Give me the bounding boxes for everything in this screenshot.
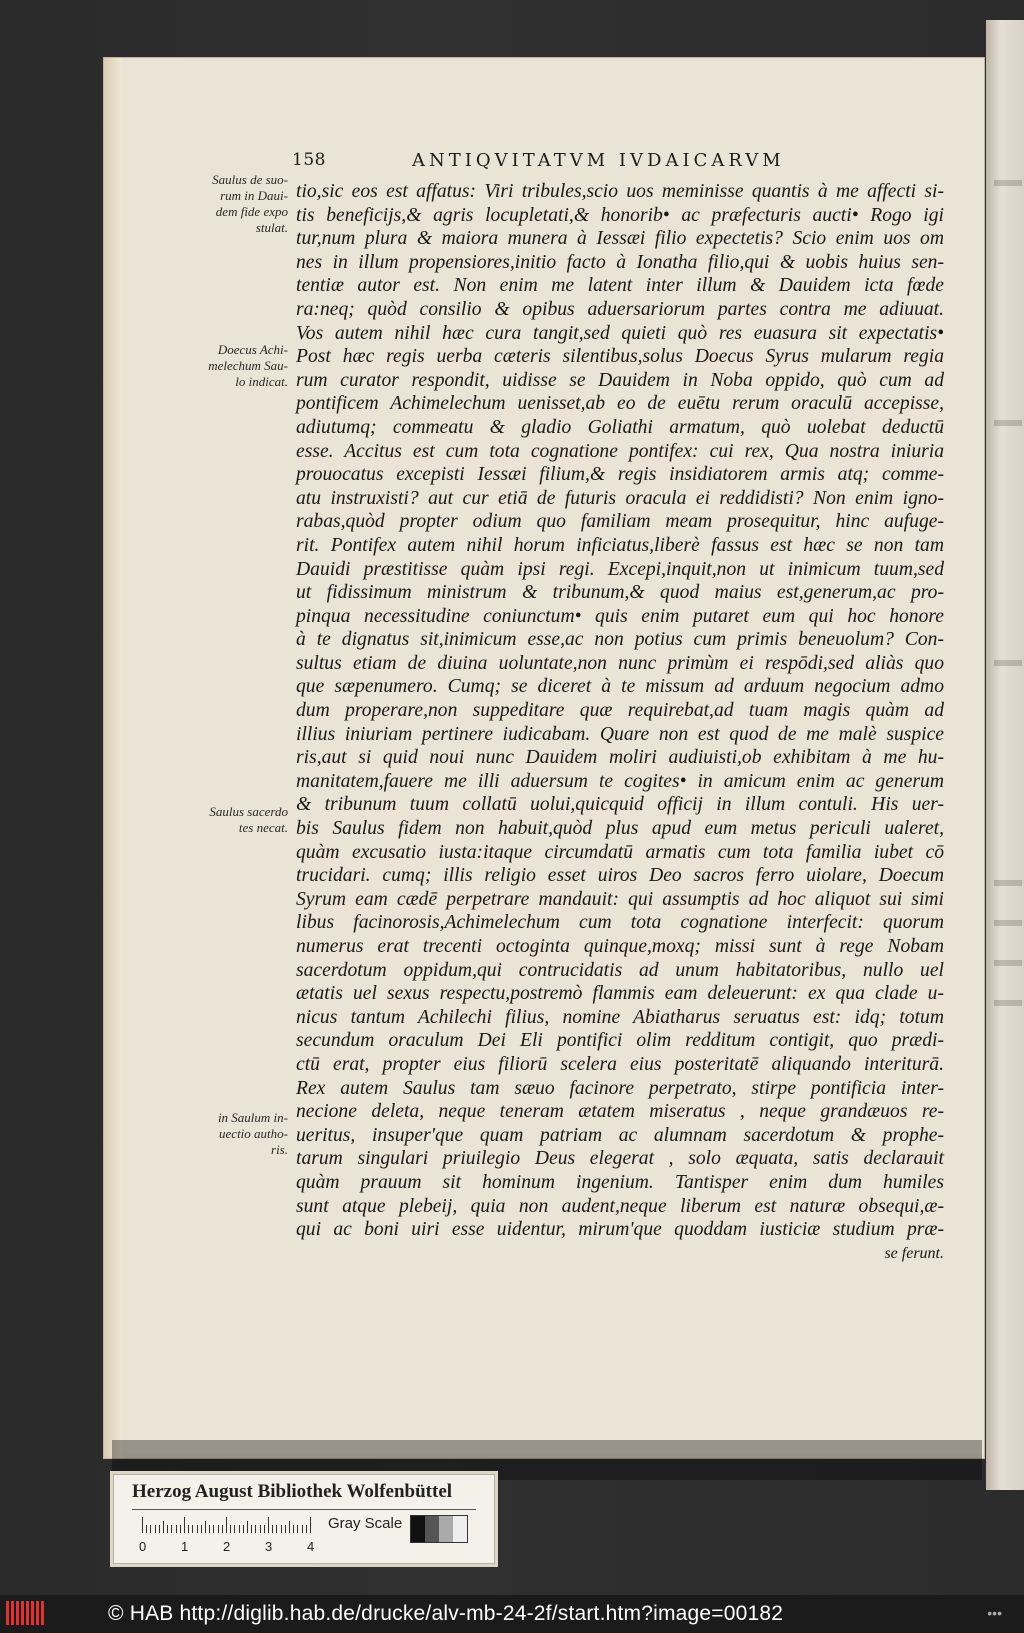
ruler-number: 2 [223,1539,231,1554]
ruler-tick [163,1521,164,1533]
marginal-line: uectio autho- [219,1126,288,1141]
viewer-footer [0,1595,1024,1633]
text-line: tio,sic eos est affatus: Viri tribules,scio uos meminisse quantis à me affecti si- [296,181,944,202]
ruler-tick [159,1525,160,1533]
text-line: à te dignatus sit,inimicum esse,ac non potius cum primis beneuolum? Con- [296,629,944,651]
text-line: prouocatus excepisti Iessæi filium,& regis insidiatorem armis atq; comme- [296,464,944,486]
ruler-tick [255,1525,256,1533]
text-line: bis Saulus fidem non habuit,quòd plus apud eum metus periculi ualeret, [296,818,944,840]
text-line: qui ac boni uiri esse uidentur, mirum'que quoddam iusticiæ studium præ- [296,1219,944,1241]
ruler-tick [264,1525,265,1533]
ruler-number: 4 [307,1539,315,1554]
ruler-tick [306,1525,307,1533]
hab-logo-icon [6,1601,46,1625]
ruler-tick [197,1525,198,1533]
ruler-tick [218,1525,219,1533]
ruler-number: 1 [181,1539,189,1554]
text-line: dum properare,non suppeditare quæ requirebat,ad tuam magis quàm ad [296,700,944,722]
text-line: sacerdotum oppidum,qui contrucidatis ad unum habitatoribus, nullo uel [296,959,944,981]
marginal-note-4 [200,1110,288,1158]
ruler-tick [180,1525,181,1533]
ruler-tick [239,1525,240,1533]
text-line: pinqua necessitudine coniunctum• quis enim putaret eum qui hoc honore [296,605,944,627]
ruler-tick [268,1517,269,1533]
marginal-line: Saulus sacerdo [209,804,288,819]
ruler-tick [150,1525,151,1533]
page-gutter [104,58,122,1458]
text-line: rum curator respondit, uidisse se Dauidem in Noba oppido, quò cum ad [296,369,944,391]
ruler-tick [247,1521,248,1533]
text-line: tis beneficijs,& agris locupletati,& honorib• ac præfecturis aucti• Rogo igi [296,204,944,226]
grayscale-swatches [410,1515,468,1543]
ruler-tick [243,1525,244,1533]
text-line: sunt atque plebeij, quia non audent,neque liberum est naturæ obsequi,æ- [296,1195,944,1217]
main-text-block [296,180,944,1265]
running-title: ANTIQVITATVM IVDAICARVM [412,150,785,171]
text-line: Vos autem nihil hæc cura tangit,sed quieti quò res euasura sit expectatis• [296,322,944,344]
text-line: ut fidissimum ministrum & tribunum,& quod maius est,generum,ac pro- [296,582,944,604]
text-line: ueritus, insuper'que quam patriam ac alumnam sacerdotum & prophe- [296,1124,944,1146]
ruler-tick [310,1517,311,1533]
marginal-note-1 [200,172,288,236]
text-line: numerus erat trecenti octoginta quinque,moxq; missi sunt à rege Nobam [296,936,944,957]
text-line: sultus etiam de diuina uoluntate,non nunc primùm ei respōdi,sed aliàs quo [296,652,944,674]
ruler-tick [142,1517,143,1533]
ruler-tick [302,1525,303,1533]
marginal-note-2 [200,342,288,390]
text-line: nes in illum propensiores,initio facto à Ionatha filio,qui & uobis huius sen- [296,251,944,273]
ruler-tick [222,1525,223,1533]
marginal-line: lo indicat. [235,374,288,389]
page-header [292,150,952,176]
text-line: libus facinorosis,Achimelechum cum tota cognatione interfecit: quorum [296,912,944,934]
text-line: nicus tantum Achilechi filius, nomine Abiatharus seruatus est: idq; totum [296,1006,944,1028]
ruler-tick [226,1517,227,1533]
institution-name: Herzog August Bibliothek Wolfenbüttel [132,1481,453,1502]
text-line: & tribunum tuum collatū uolui,quicquid officij in illum contuli. His uer- [296,794,944,816]
ruler-tick [260,1525,261,1533]
catchword: se ferunt. [884,1244,944,1262]
ruler-tick [184,1517,185,1533]
text-line: adiutumq; commeatu & gladio Goliathi armatum, quò uolebat deductū [296,416,944,438]
ruler-tick [293,1525,294,1533]
text-line: tentiæ autor est. Non enim me latent inter illum & Dauidem icta fœde [296,275,944,297]
ruler-number: 3 [265,1539,273,1554]
marginal-line: Saulus de suo- [212,172,288,187]
text-line: secundum oraculum Dei Eli pontifici olim redditum contigit, quo prædi- [296,1030,944,1052]
gray-swatch [453,1516,467,1542]
marginal-line: Doecus Achi- [217,342,288,357]
text-line: ctū erat, propter eius filiorū scelera eius posteritatē aliquando interiturā. [296,1053,944,1075]
library-color-card [113,1474,495,1564]
text-line: rit. Pontifex autem nihil horum inficiatus,liberè fassus est hæc se non tam [296,534,944,556]
more-options-icon[interactable]: ••• [987,1605,1002,1621]
ruler-tick [297,1525,298,1533]
ruler-tick [251,1525,252,1533]
text-line: rabas,quòd propter odium quo familiam meam prosequitur, hinc aufuge- [296,511,944,533]
text-line: tur,num plura & maiora munera à Iessæi filio expectetis? Scio enim uos om [296,228,944,250]
ruler-tick [289,1521,290,1533]
ruler-tick [230,1525,231,1533]
grayscale-label: Gray Scale [328,1515,403,1532]
ruler-tick [234,1525,235,1533]
text-line: atu instruxisti? aut cur etiā de futuris oracula ei reddidisti? Non enim igno- [296,487,944,509]
text-line: esse. Accitus est cum tota cognatione pontifex: cui rex, Qua nostra iniuria [296,440,944,462]
text-line: pontificem Achimelechum uenisset,ab eo de euētu rerum oraculū accepisse, [296,393,944,415]
text-line: ætatis uel sexus respectu,postremò flammis eam deleuerunt: ex qua clade u- [296,983,944,1005]
ruler-tick [176,1525,177,1533]
ruler-number: 0 [139,1539,147,1554]
text-line: Post hæc regis uerba cæteris silentibus,solus Doecus Syrus mularum regia [296,346,944,368]
text-line: Dauidi præstitisse quàm ipsi regi. Excepi,inquit,non ut inimicum tuum,sed [296,558,944,580]
text-line: manitatem,fauere me illi aduersum te cogites• in amicum enim ac generum [296,770,944,792]
ruler-tick [201,1525,202,1533]
marginal-line: dem fide expo [215,204,288,219]
ruler-tick [209,1525,210,1533]
gray-swatch [411,1516,425,1542]
marginal-line: in Saulum in- [217,1110,288,1125]
text-line: que sæpenumero. Cumq; se diceret à te missum ad arduum negocium admo [296,676,944,698]
marginal-line: tes necat. [238,820,288,835]
ruler-tick [205,1521,206,1533]
source-url-link[interactable]: © HAB http://diglib.hab.de/drucke/alv-mb-24-2f/start.htm?image=00182 [108,1602,784,1625]
ruler-tick [188,1525,189,1533]
text-line: illius iniuriam pertinere iudicabam. Quare non est quod de me malè suspice [296,723,944,745]
ruler-tick [276,1525,277,1533]
text-line: Rex autem Saulus tam sæuo facinore perpetrato, stirpe pontificia inter- [296,1077,944,1099]
text-line: quàm excusatio iusta:itaque circumdatū armatis cum tota familia iubet cō [296,841,944,863]
text-line: trucidari. cumq; illis religio esset uiros Deo sacros ferro uiolare, Doecum [296,865,944,887]
ruler-tick [213,1525,214,1533]
ruler-tick [272,1525,273,1533]
text-line: quàm prauum sit hominum ingenium. Tantisper enim dum humiles [296,1171,944,1193]
gray-swatch [425,1516,439,1542]
text-line: Syrum eam cædē perpetrare mandauit: qui assumptis ad hoc aliquot sui simi [296,888,944,910]
text-line: ra:neq; quòd consilio & opibus aduersariorum partes contra me adiuuat. [296,298,944,320]
ruler-tick [285,1525,286,1533]
marginal-line: stulat. [255,220,288,235]
ruler-tick [146,1525,147,1533]
marginal-note-3 [200,804,288,836]
card-divider [132,1509,476,1510]
ruler-tick [171,1525,172,1533]
marginal-line: ris. [271,1142,288,1157]
ruler-tick [281,1525,282,1533]
marginal-line: rum in Daui- [220,188,288,203]
facing-page-edge [986,20,1024,1490]
ruler-tick [167,1525,168,1533]
marginal-line: melechum Sau- [208,358,288,373]
ruler-tick [155,1525,156,1533]
ruler-tick [192,1525,193,1533]
text-line: tarum singulari priuilegio Deus elegerat , solo æquata, satis declarauit [296,1148,944,1170]
scale-ruler [139,1515,322,1555]
gray-swatch [439,1516,453,1542]
text-line: ris,aut si quid noui nunc Dauidem moliri audiuisti,ob exhibitam à me hu- [296,747,944,769]
text-line: necione deleta, neque teneram ætatem miseratus , neque grandæuos re- [296,1101,944,1123]
page-number: 158 [292,150,326,170]
